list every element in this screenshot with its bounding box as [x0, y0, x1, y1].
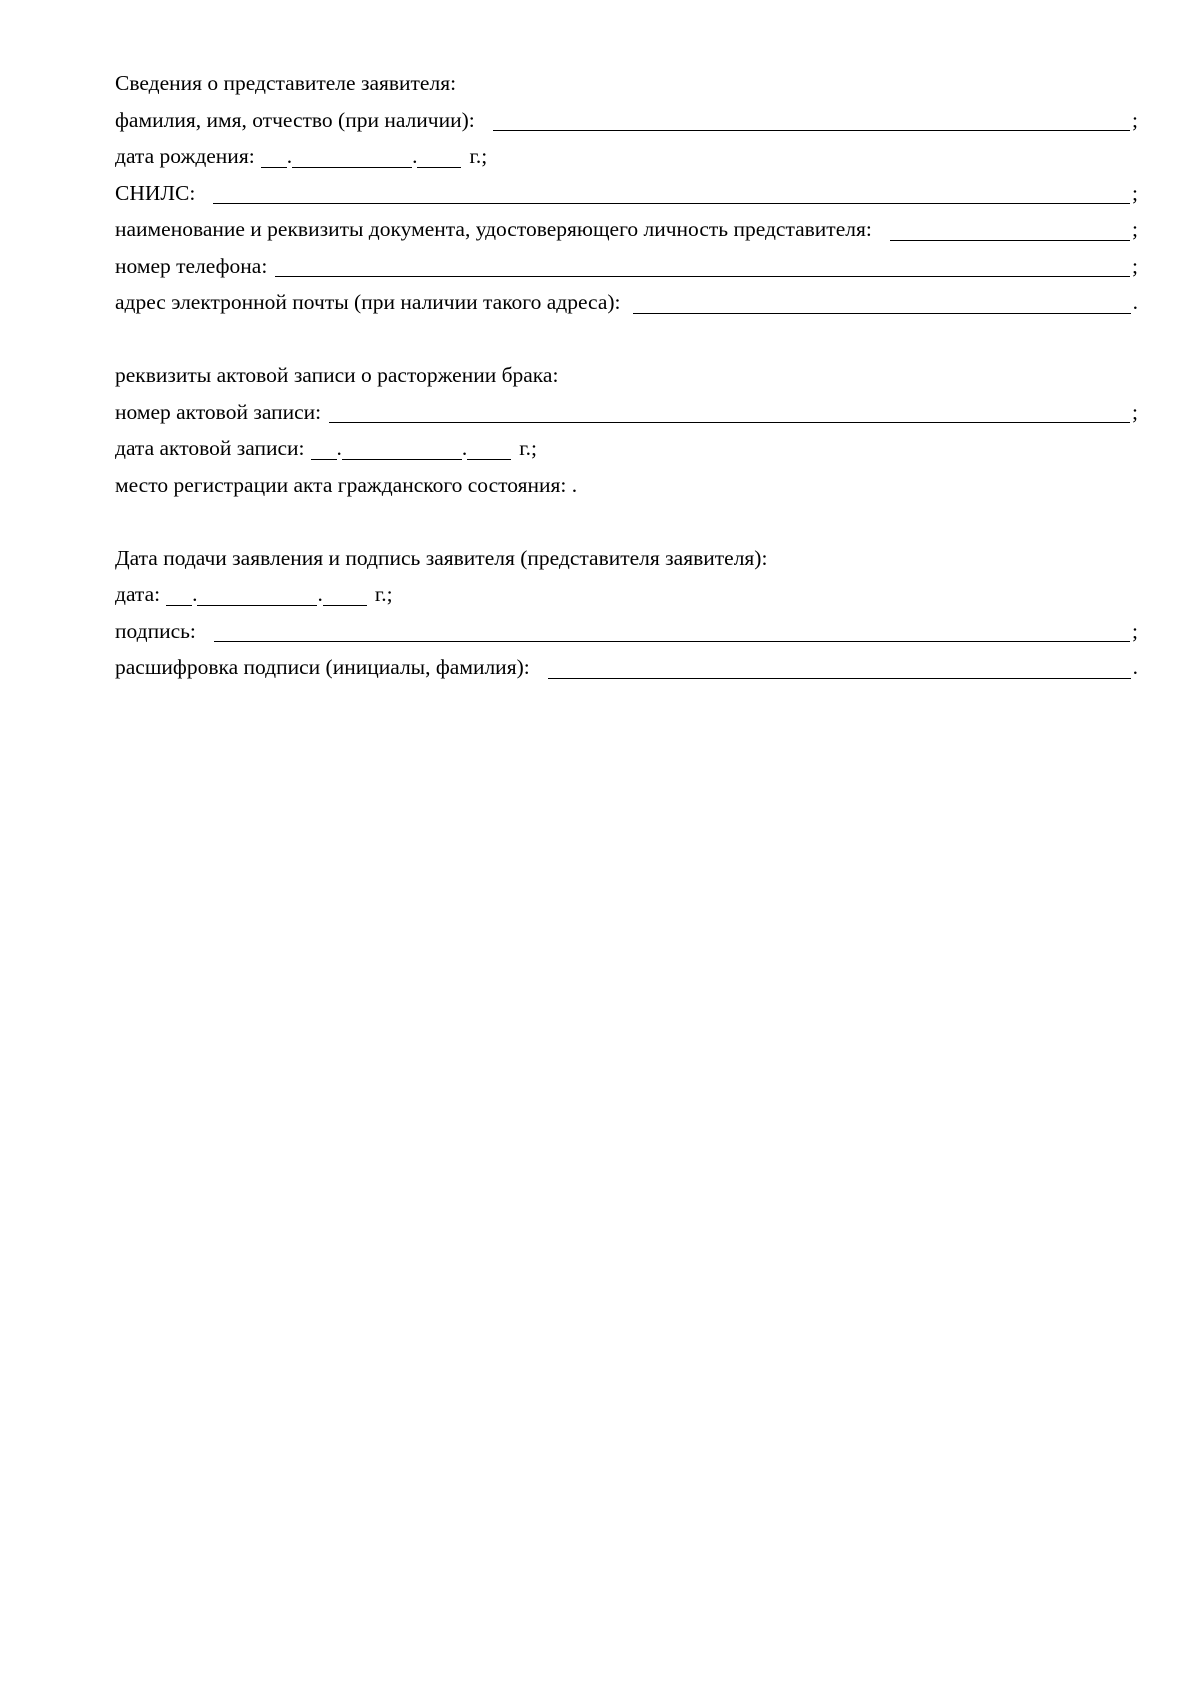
divorce-record-number-field[interactable]	[329, 404, 1130, 423]
date-separator: .	[317, 582, 323, 606]
record-year-blank[interactable]	[467, 441, 511, 460]
representative-snils-line	[115, 174, 1138, 211]
divorce-record-heading-line	[115, 356, 1138, 393]
representative-email-line	[115, 283, 1138, 320]
date-separator: .	[286, 144, 293, 168]
representative-phone-label: номер телефона:	[115, 253, 268, 278]
section-gap	[115, 502, 1138, 539]
representative-snils-label: СНИЛС:	[115, 180, 196, 205]
representative-birth-date-line	[115, 137, 1138, 174]
birth-year-blank[interactable]	[417, 149, 461, 168]
line-end-mark: ;	[1132, 253, 1138, 278]
date-separator: .	[461, 436, 468, 460]
submission-decoding-label: расшифровка подписи (инициалы, фамилия):	[115, 655, 530, 679]
submission-signature-label: подпись:	[115, 618, 196, 643]
line-end-mark: .	[1132, 655, 1138, 679]
submission-day-blank[interactable]	[166, 587, 192, 606]
submission-month-blank[interactable]	[197, 587, 317, 606]
divorce-record-number-line	[115, 393, 1138, 430]
representative-birth-date-label: дата рождения:	[115, 144, 255, 168]
representative-email-label: адрес электронной почты (при наличии такого адреса):	[115, 290, 621, 314]
representative-heading-line	[115, 64, 1138, 101]
representative-phone-field[interactable]	[275, 258, 1130, 277]
submission-signature-field[interactable]	[214, 623, 1130, 642]
date-separator: .	[336, 436, 342, 460]
line-end-mark: ;	[1132, 217, 1138, 241]
submission-heading-line	[115, 539, 1138, 576]
divorce-record-place-label: место регистрации акта гражданского состояния: .	[115, 472, 578, 497]
representative-full-name-label: фамилия, имя, отчество (при наличии):	[115, 107, 475, 132]
submission-date-line	[115, 575, 1138, 612]
representative-email-field[interactable]	[633, 295, 1131, 314]
representative-heading: Сведения о представителе заявителя:	[115, 71, 457, 95]
representative-id-doc-field[interactable]	[890, 222, 1130, 241]
line-end-mark: .	[1132, 290, 1138, 314]
year-suffix: г.;	[374, 582, 393, 606]
line-end-mark: ;	[1132, 399, 1138, 424]
divorce-record-place-line	[115, 466, 1138, 503]
divorce-record-date-field[interactable]	[311, 438, 538, 460]
year-suffix: г.;	[519, 436, 537, 460]
date-separator: .	[412, 144, 418, 168]
divorce-record-date-label: дата актовой записи:	[115, 436, 305, 460]
line-end-mark: ;	[1132, 618, 1138, 643]
record-day-blank[interactable]	[311, 441, 337, 460]
representative-snils-field[interactable]	[213, 185, 1130, 204]
divorce-record-number-label: номер актовой записи:	[115, 399, 322, 424]
submission-signature-line	[115, 612, 1138, 649]
divorce-record-date-line	[115, 429, 1138, 466]
line-end-mark: ;	[1132, 107, 1138, 132]
line-end-mark: ;	[1132, 180, 1138, 205]
representative-id-doc-label: наименование и реквизиты документа, удостоверяющего личность представителя:	[115, 217, 872, 241]
section-gap	[115, 320, 1138, 357]
representative-full-name-line	[115, 101, 1138, 138]
representative-full-name-field[interactable]	[493, 112, 1130, 131]
representative-birth-date-field[interactable]	[261, 146, 488, 168]
birth-month-blank[interactable]	[292, 149, 412, 168]
submission-date-field[interactable]	[166, 584, 393, 606]
submission-date-label: дата:	[115, 582, 161, 606]
representative-id-doc-line	[115, 210, 1138, 247]
year-suffix: г.;	[469, 144, 488, 168]
date-separator: .	[192, 582, 198, 606]
submission-year-blank[interactable]	[323, 587, 367, 606]
representative-phone-line	[115, 247, 1138, 284]
birth-day-blank[interactable]	[261, 149, 287, 168]
submission-decoding-field[interactable]	[548, 660, 1131, 679]
record-month-blank[interactable]	[342, 441, 462, 460]
submission-decoding-line	[115, 648, 1138, 685]
submission-heading: Дата подачи заявления и подпись заявителя (представителя заявителя):	[115, 545, 768, 570]
divorce-record-heading: реквизиты актовой записи о расторжении брака:	[115, 363, 559, 387]
